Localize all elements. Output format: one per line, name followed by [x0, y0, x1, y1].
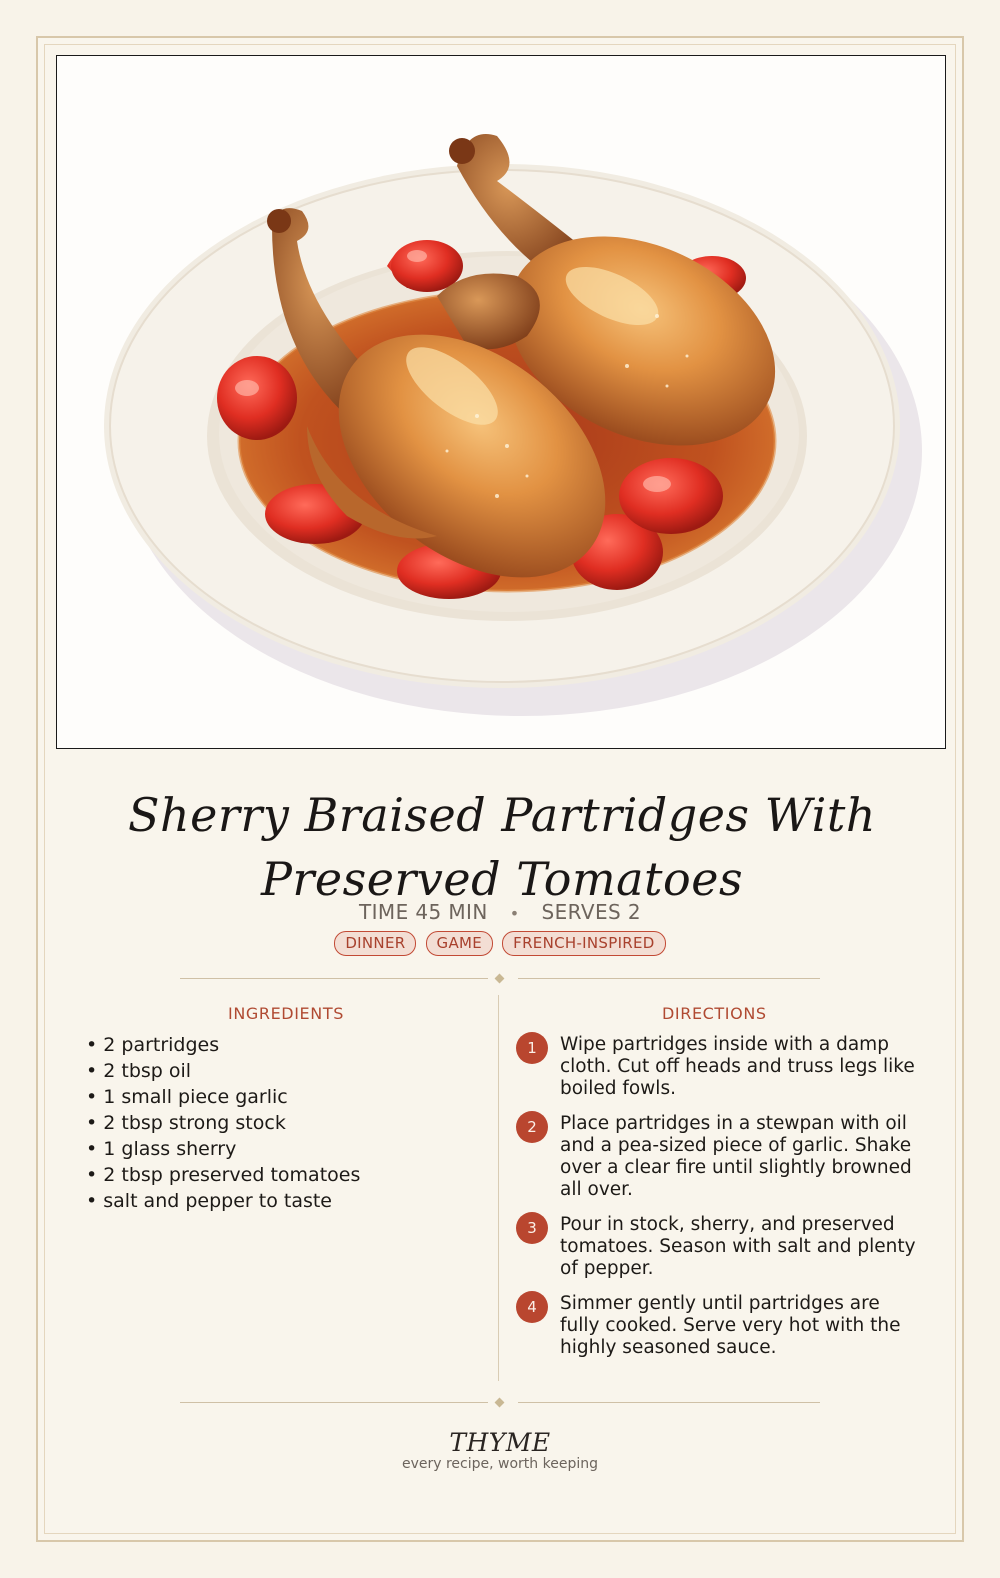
meta-separator: •	[509, 904, 520, 923]
ingredients-heading: INGREDIENTS	[228, 1004, 344, 1023]
tag-french-inspired[interactable]: FRENCH-INSPIRED	[502, 931, 666, 956]
cook-time: TIME 45 MIN	[359, 900, 488, 924]
ingredient-item: • 1 glass sherry	[86, 1136, 486, 1162]
bottom-divider	[180, 1397, 820, 1409]
tag-dinner[interactable]: DINNER	[334, 931, 416, 956]
diamond-ornament-icon	[495, 974, 505, 984]
column-divider	[498, 995, 499, 1381]
ingredients-list	[86, 1032, 486, 1214]
step-number-badge: 3	[516, 1212, 548, 1244]
ingredient-item: • 2 tbsp preserved tomatoes	[86, 1162, 486, 1188]
recipe-title: Sherry Braised Partridges With Preserved Tomatoes	[128, 788, 876, 906]
recipe-meta	[38, 900, 962, 924]
directions-heading: DIRECTIONS	[662, 1004, 767, 1023]
dish-photo	[56, 55, 946, 749]
step-text: Wipe partridges inside with a damp cloth. Cut off heads and truss legs like boiled fowls.	[560, 1034, 915, 1099]
step-number-badge: 1	[516, 1032, 548, 1064]
brand-name: THYME	[449, 1428, 551, 1457]
step-text: Place partridges in a stewpan with oil and a pea-sized piece of garlic. Shake over a clear fire until slightly browned all over.	[560, 1113, 912, 1200]
ingredient-item: • 2 partridges	[86, 1032, 486, 1058]
recipe-card	[36, 36, 964, 1542]
brand-tagline: every recipe, worth keeping	[401, 1456, 598, 1472]
dish-illustration	[57, 56, 945, 748]
ingredient-item: • 2 tbsp oil	[86, 1058, 486, 1084]
top-divider	[180, 973, 820, 985]
step-text: Pour in stock, sherry, and preserved tomatoes. Season with salt and plenty of pepper.	[560, 1214, 916, 1279]
step-number-badge: 2	[516, 1111, 548, 1143]
ingredient-item: • 2 tbsp strong stock	[86, 1110, 486, 1136]
step-text: Simmer gently until partridges are fully cooked. Serve very hot with the highly seasoned sauce.	[560, 1293, 901, 1358]
ingredient-item: • 1 small piece garlic	[86, 1084, 486, 1110]
servings: SERVES 2	[541, 900, 641, 924]
tag-list	[38, 931, 962, 956]
ingredient-item: • salt and pepper to taste	[86, 1188, 486, 1214]
tag-game[interactable]: GAME	[426, 931, 494, 956]
step-number-badge: 4	[516, 1291, 548, 1323]
diamond-ornament-icon	[495, 1398, 505, 1408]
